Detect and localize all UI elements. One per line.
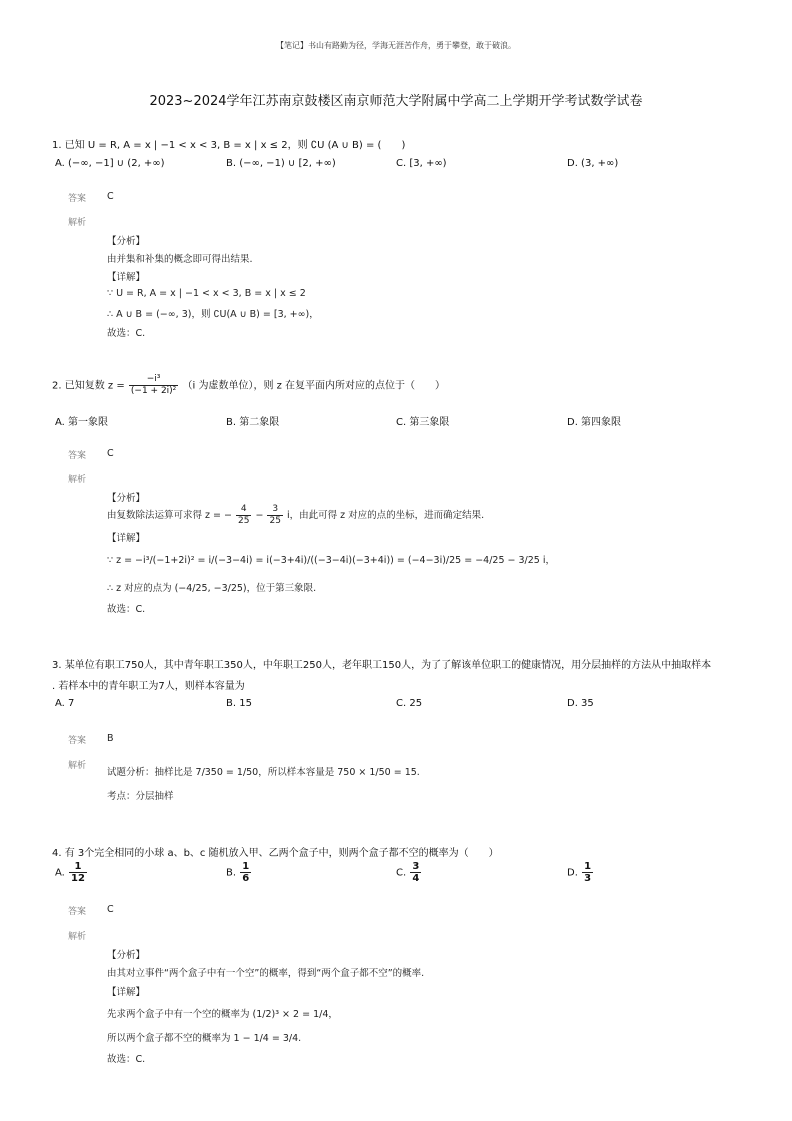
q4-fenxi-text: 由其对立事件“两个盒子中有一个空”的概率，得到“两个盒子都不空”的概率. [107,968,425,979]
q4-line-2: 所以两个盒子都不空的概率为 1 − 1/4 = 3/4. [107,1033,302,1044]
q2-option-d: D. 第四象限 [567,417,622,428]
q1-fenxi-label: 【分析】 [107,236,146,247]
q2-xj-line-2: ∴ z 对应的点为 (−4/25, −3/25)，位于第三象限. [107,583,317,594]
q1-answer-value: C [107,191,114,202]
q2-xiangjie-label: 【详解】 [107,533,146,544]
header-motto: 【笔记】书山有路勤为径，学海无涯苦作舟，勇于攀登，敢于破浪。 [276,41,516,50]
q4-answer-value: C [107,904,114,915]
q4-option-a: A. $\frac{1}{12}$ [55,861,85,884]
q2-option-b: B. 第二象限 [226,417,280,428]
q1-stem: 1. 已知 U = R, A = x | −1 < x < 3, B = x | x ≤ 2，则 ∁U (A ∪ B) = ( ) [52,140,406,151]
q3-analysis-label: 解析 [68,761,87,771]
q2-xj-line-1: ∵ z = −i³/(−1+2i)² = i/(−3−4i) = i(−3+4i)/((−3−4i)(−3+4i)) = (−4−3i)/25 = −4/25 − 3/25 i， [107,555,555,566]
q4-stem: 4. 有 3个完全相同的小球 a、b、c 随机放入甲、乙两个盒子中，则两个盒子都不空的概率为（ ） [52,848,499,859]
q4-fenxi-label: 【分析】 [107,950,146,961]
q1-option-a: A. (−∞, −1] ∪ (2, +∞) [55,158,165,169]
q3-option-a: A. 7 [55,698,75,709]
page-title: 2023~2024学年江苏南京鼓楼区南京师范大学附属中学高二上学期开学考试数学试卷 [149,94,643,109]
q3-option-c: C. 25 [396,698,423,709]
q2-analysis-label: 解析 [68,475,87,485]
q4-option-b: B. $\frac{1}{6}$ [226,861,250,884]
q4-xiangjie-label: 【详解】 [107,987,146,998]
q2-option-a: A. 第一象限 [55,417,109,428]
q2-stem: 2. 已知复数 z = $\frac{\text{−i³}}{\text{(−1 + 2i)²}}$ （i 为虚数单位），则 z 在复平面内所对应的点位于（ ） [52,374,446,396]
q3-stem-1: 3. 某单位有职工750人，其中青年职工350人，中年职工250人，老年职工150人，为了了解该单位职工的健康情况，用分层抽样的方法从中抽取样本 [52,660,712,671]
q3-option-d: D. 35 [567,698,594,709]
q4-answer-label: 答案 [68,907,87,917]
q1-option-c: C. [3, +∞) [396,158,447,169]
q2-fenxi-text: 由复数除法运算可求得 z = − $\frac{4}{25}$ − $\frac{3}{25}$ i，由此可得 z 对应的点的坐标，进而确定结果. [107,504,485,526]
q1-line-1: ∵ U = R, A = x | −1 < x < 3, B = x | x ≤ 2 [107,288,306,299]
q4-line-1: 先求两个盒子中有一个空的概率为 (1/2)³ × 2 = 1/4， [107,1009,338,1020]
q3-answer-value: B [107,733,114,744]
q3-option-b: B. 15 [226,698,252,709]
q3-stem-2: . 若样本中的青年职工为7人，则样本容量为 [52,681,245,692]
q2-answer-value: C [107,448,114,459]
q1-xiangjie-label: 【详解】 [107,272,146,283]
q3-point: 考点：分层抽样 [107,791,174,802]
q1-answer-label: 答案 [68,194,87,204]
q2-option-c: C. 第三象限 [396,417,450,428]
q4-choose: 故选：C. [107,1054,146,1065]
q4-option-c: C. $\frac{3}{4}$ [396,861,420,884]
q3-analysis-text: 试题分析：抽样比是 7/350 = 1/50，所以样本容量是 750 × 1/50 = 15. [107,767,420,778]
q1-option-b: B. (−∞, −1) ∪ [2, +∞) [226,158,336,169]
q4-option-d: D. $\frac{1}{3}$ [567,861,592,884]
q4-analysis-label: 解析 [68,932,87,942]
q2-choose: 故选：C. [107,604,146,615]
q1-line-2: ∴ A ∪ B = (−∞, 3)，则 ∁U(A ∪ B) = [3, +∞)， [107,309,319,320]
q1-option-d: D. (3, +∞) [567,158,619,169]
q1-choose: 故选：C. [107,328,146,339]
q3-answer-label: 答案 [68,736,87,746]
q1-analysis-label: 解析 [68,218,87,228]
q1-fenxi-text: 由并集和补集的概念即可得出结果. [107,254,253,265]
q2-answer-label: 答案 [68,451,87,461]
q2-fenxi-label: 【分析】 [107,493,146,504]
